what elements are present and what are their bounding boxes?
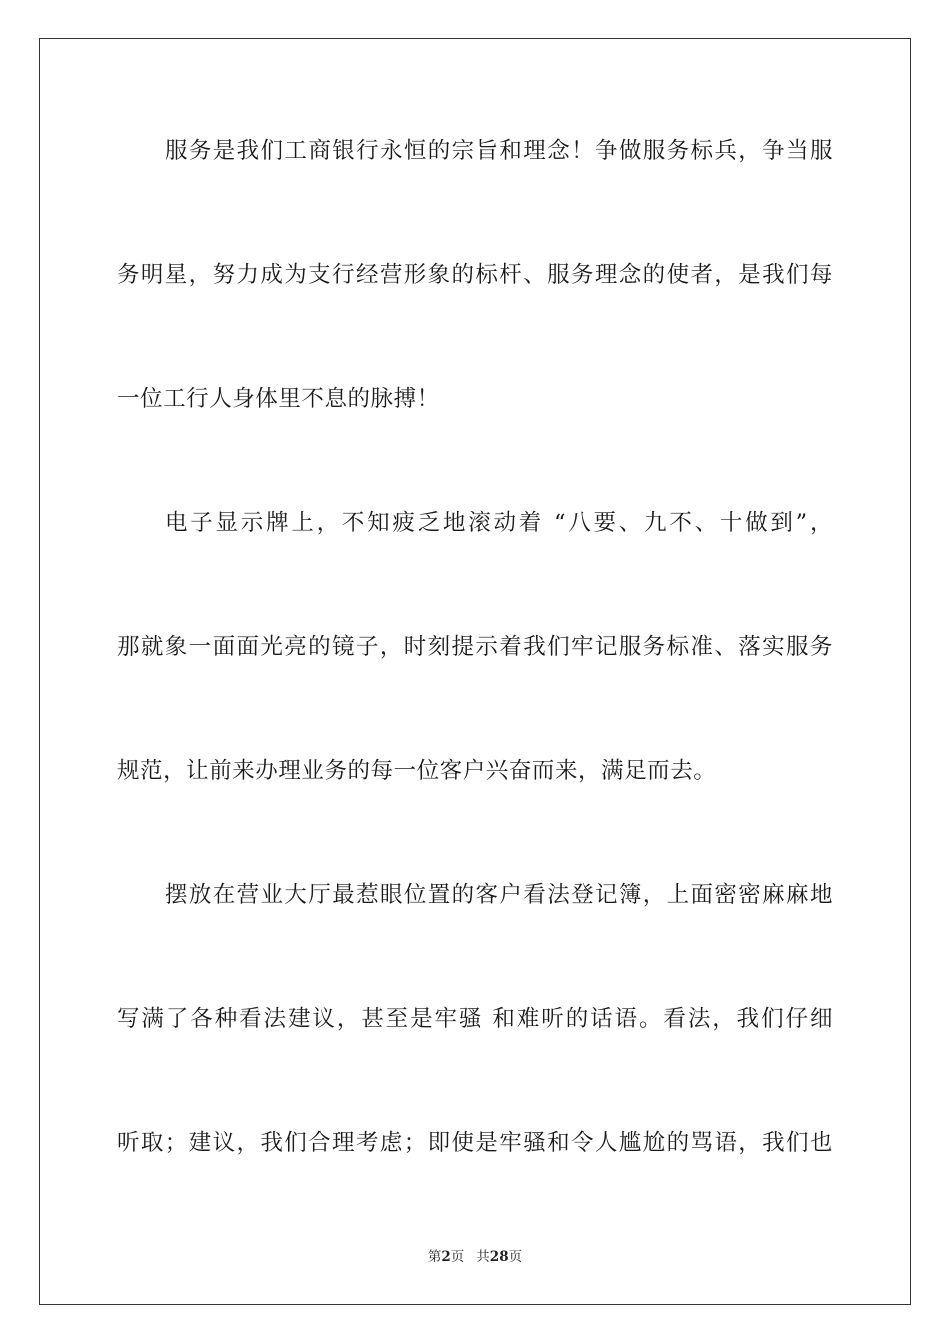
paragraph-3-line-2: 写满了各种看法建议，甚至是牢骚 和难听的话语。看法，我们仔细 — [117, 1006, 833, 1032]
paragraph-2-line-2: 那就象一面面光亮的镜子，时刻提示着我们牢记服务标准、落实服务 — [117, 634, 833, 660]
footer-page-prefix: 第 — [427, 1249, 442, 1265]
footer-total-pages: 28 — [489, 1249, 509, 1265]
footer-total-suffix: 页 — [508, 1249, 523, 1265]
paragraph-3-line-1: 摆放在营业大厅最惹眼位置的客户看法登记簿，上面密密麻麻地 — [165, 882, 833, 908]
paragraph-1-line-1: 服务是我们工商银行永恒的宗旨和理念！争做服务标兵，争当服 — [165, 138, 833, 164]
footer-total-prefix: 共 — [476, 1249, 490, 1265]
paragraph-3-line-3: 听取；建议，我们合理考虑；即使是牢骚和令人尴尬的骂语，我们也 — [117, 1130, 833, 1156]
paragraph-2-line-1: 电子显示牌上，不知疲乏地滚动着 “八要、九不、十做到”， — [165, 510, 833, 536]
page-border — [39, 38, 911, 1305]
footer-page-number: 2 — [441, 1249, 451, 1265]
page-footer — [0, 1248, 950, 1266]
paragraph-2-line-3: 规范，让前来办理业务的每一位客户兴奋而来，满足而去。 — [117, 758, 717, 784]
paragraph-1-line-3: 一位工行人身体里不息的脉搏！ — [117, 386, 440, 412]
paragraph-1-line-2: 务明星，努力成为支行经营形象的标杆、服务理念的使者，是我们每 — [117, 262, 833, 288]
footer-page-suffix: 页 — [450, 1249, 465, 1265]
